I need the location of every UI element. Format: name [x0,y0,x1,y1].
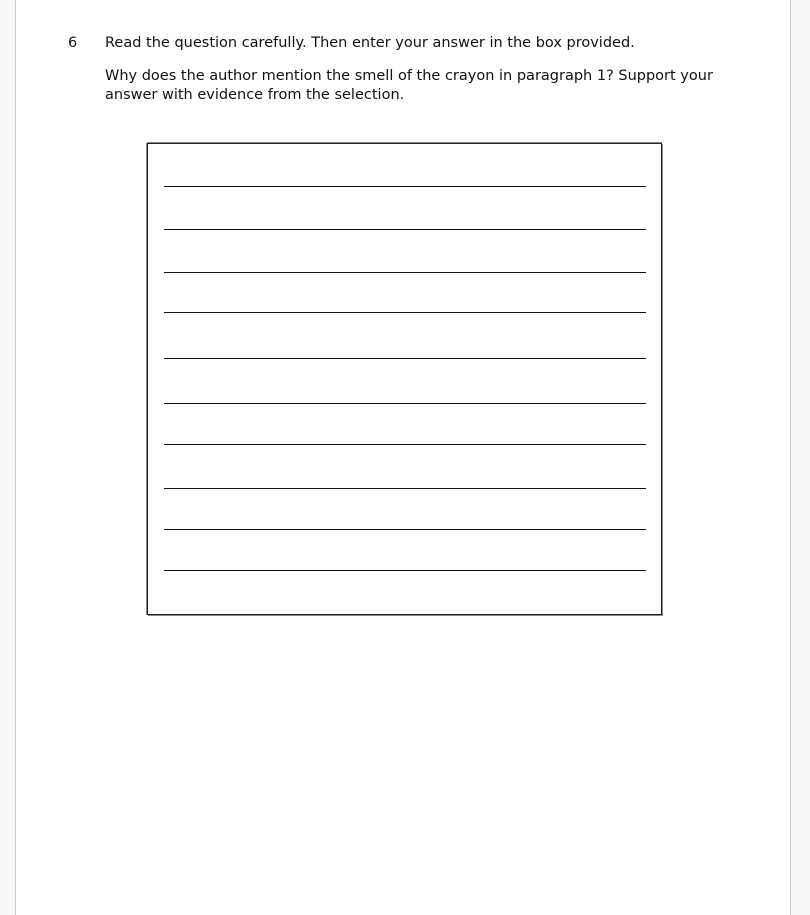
answer-line [164,272,646,273]
answer-input-box[interactable] [147,143,662,615]
answer-line [164,229,646,230]
document-page [15,0,791,915]
answer-line [164,529,646,530]
answer-line [164,570,646,571]
question-instruction: Read the question carefully. Then enter your answer in the box provided. [105,35,635,51]
answer-line [164,488,646,489]
answer-line [164,403,646,404]
answer-line [164,312,646,313]
question-prompt: Why does the author mention the smell of the crayon in paragraph 1? Support your answer with evidence from the selection. [105,68,713,103]
answer-line [164,186,646,187]
answer-line [164,444,646,445]
answer-line [164,358,646,359]
question-number: 6 [68,35,78,51]
